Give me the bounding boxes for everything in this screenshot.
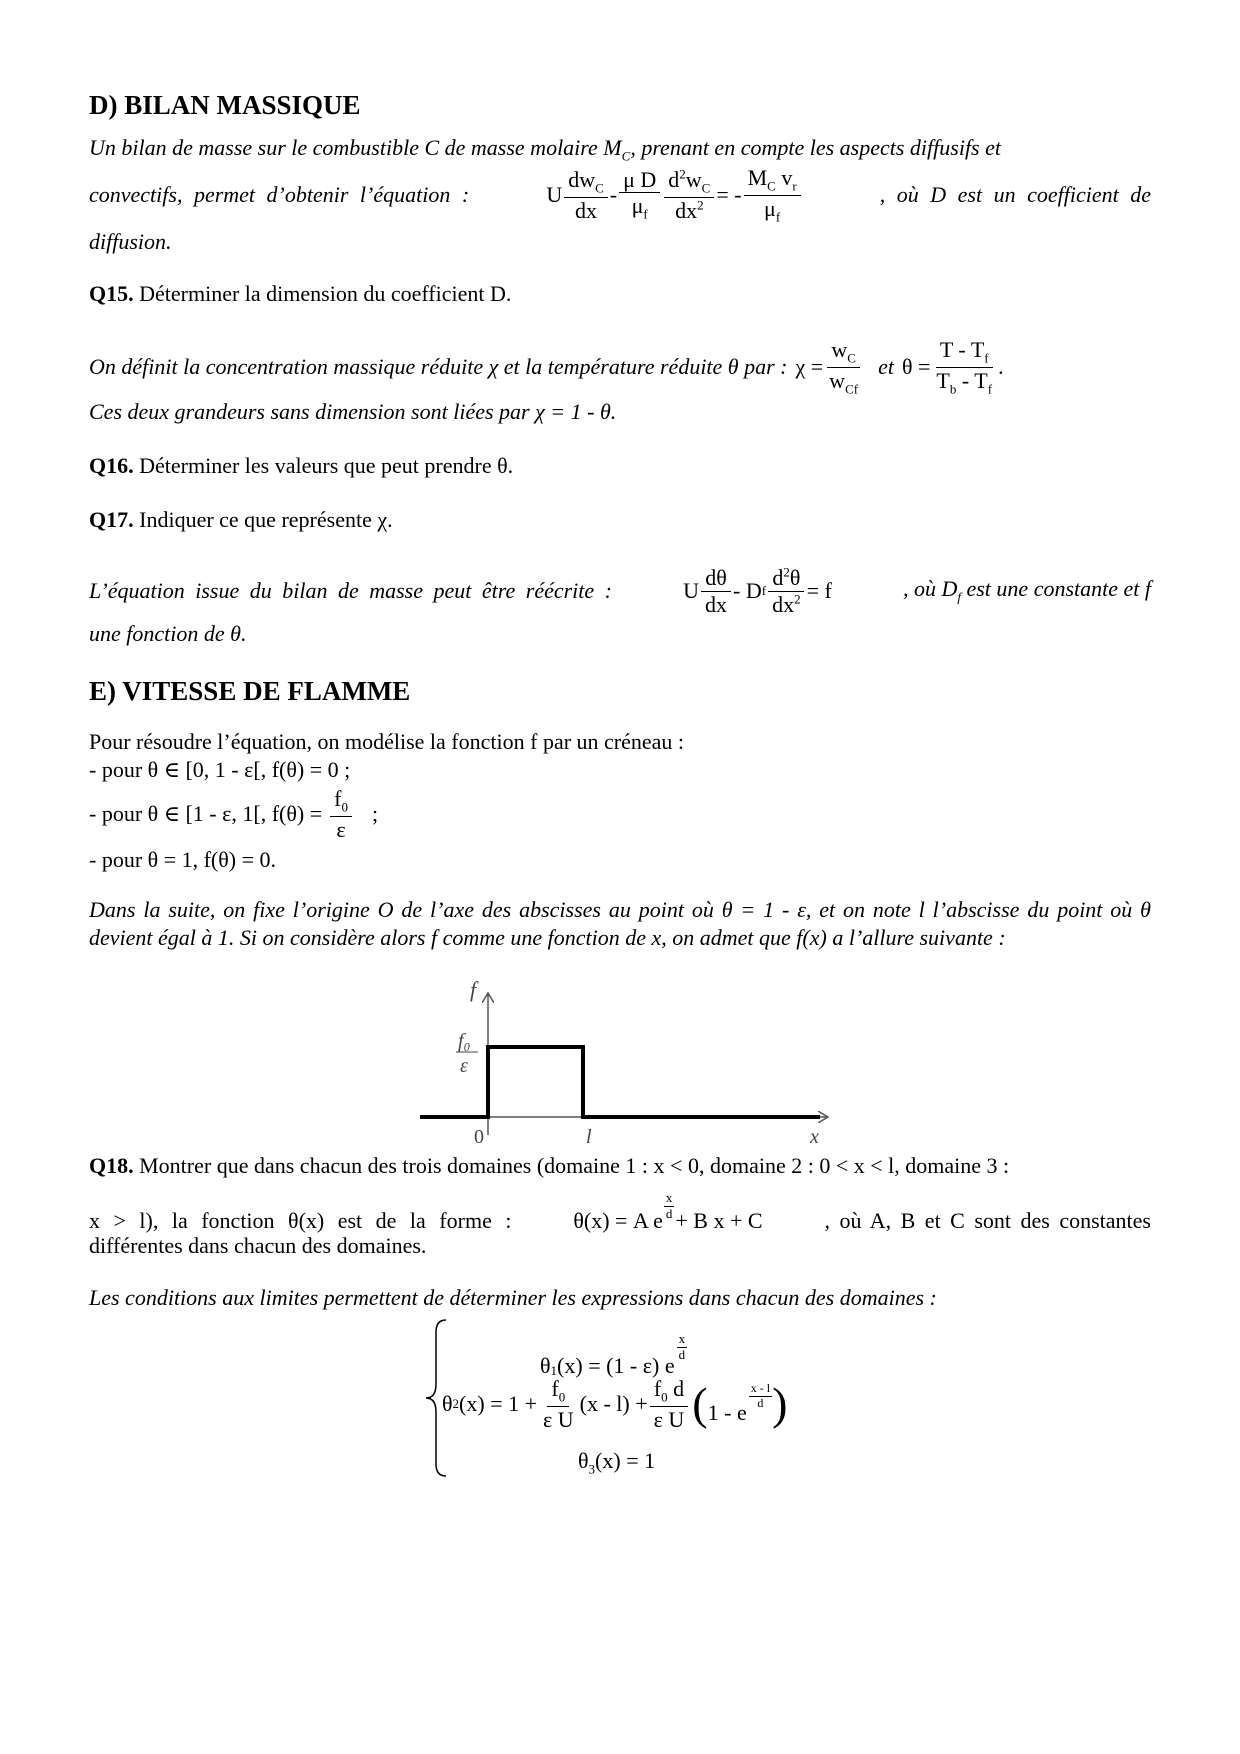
- q16-label: Q16.: [89, 453, 134, 478]
- question-17: [89, 506, 1151, 535]
- rewrite-line: [89, 556, 1151, 626]
- question-15: [89, 280, 1151, 309]
- equation-rewritten: U dθ dx - D f $d^2\theta$ $dx^2$ = f: [683, 564, 832, 617]
- step-curve: [420, 1047, 820, 1117]
- q18-text-3: différentes dans chacun des domaines.: [89, 1233, 427, 1258]
- section-e-title: E) VITESSE DE FLAMME: [89, 676, 411, 706]
- definition-line: [89, 332, 1151, 402]
- definition-text: On définit la concentration massique réduite χ et la température réduite θ par :: [89, 353, 788, 379]
- limits-text: Les conditions aux limites permettent de déterminer les expressions dans chacun des domaines :: [89, 1285, 937, 1310]
- step-function-graph: [400, 975, 860, 1155]
- theta-3-equation: $\theta_3(x) = 1$: [578, 1448, 656, 1477]
- q15-text: Déterminer la dimension du coefficient D.: [133, 281, 512, 306]
- definition-et: et: [878, 353, 894, 379]
- rewrite-text-2: une fonction de θ.: [89, 621, 247, 646]
- origin-text: Dans la suite, on fixe l’origine O de l’axe des abscisses au point où θ = 1 - ε, et on note l l’abscisse du point où θ devient égal à 1. Si on considère alors f comme une fonction de x, on admet que f(x) a l’allure suivante :: [89, 897, 1151, 950]
- theta-1-equation: θ 1 (x) = (1 - ε) e x d: [540, 1331, 686, 1378]
- origin-label: 0: [474, 1126, 484, 1148]
- case-3: - pour θ = 1, f(θ) = 0.: [89, 847, 277, 872]
- q18-text-1: Montrer que dans chacun des trois domaines (domaine 1 : x < 0, domaine 2 : 0 < x < l, domaine 3 :: [133, 1153, 1010, 1178]
- intro-sub-c: C: [621, 148, 631, 164]
- l-label: l: [586, 1126, 592, 1148]
- case-1: - pour θ ∈ [0, 1 - ε[, f(θ) = 0 ;: [89, 757, 351, 782]
- q18-text-2-end: , où A, B et C sont des constantes: [824, 1208, 1151, 1234]
- intro-text-1-end: , prenant en compte les aspects diffusifs et: [630, 135, 1001, 160]
- q18-text-2: x > l), la fonction θ(x) est de la forme :: [89, 1208, 512, 1234]
- intro-line-1: [89, 134, 1151, 165]
- question-18-line-2: [89, 1186, 1151, 1236]
- x-axis-label: x: [810, 1126, 819, 1148]
- definition-relation: Ces deux grandeurs sans dimension sont liées par χ = 1 - θ.: [89, 399, 617, 424]
- rewrite-text-1-end: , où $D_f$ est une constante et f: [902, 576, 1151, 605]
- intro-text-2: convectifs, permet d’obtenir l’équation :: [89, 181, 470, 207]
- y-axis-label: f: [470, 977, 477, 1002]
- q15-label: Q15.: [89, 281, 134, 306]
- rewrite-text-1: L’équation issue du bilan de masse peut être réécrite :: [89, 577, 612, 603]
- intro-text-1: Un bilan de masse sur le combustible C de masse molaire M: [89, 135, 622, 160]
- equation-theta-form: θ(x) = A e x d + B x + C: [573, 1190, 763, 1234]
- case-2: [89, 784, 1151, 844]
- level-label-denominator: ε: [460, 1055, 468, 1077]
- q17-label: Q17.: [89, 507, 134, 532]
- theta-2-equation: θ 2 (x) = 1 + $f_0$ ε U (x - l) + $f_0$ d ε U ( 1 - e x - l d ): [442, 1376, 788, 1432]
- q18-label: Q18.: [89, 1153, 134, 1178]
- equation-chi: χ = $w_C$ $w_{Cf}$: [795, 337, 859, 396]
- equation-mass-balance: U $dw_C$ dx - μ D $\mu_f$ $d^2w_C$ $dx^2$ = - $M_C$ $v_r$ $\mu_f$: [546, 165, 802, 225]
- case-2-fraction: $\frac{f_0}{\varepsilon}$: [330, 786, 352, 842]
- question-18-line-1: [89, 1152, 1151, 1181]
- intro-text-3: diffusion.: [89, 229, 172, 254]
- intro-line-2: [89, 162, 1151, 228]
- intro-text-2-end: , où D est un coefficient de: [879, 181, 1151, 207]
- section-d-title: D) BILAN MASSIQUE: [89, 90, 361, 120]
- case-2-text: - pour θ ∈ [1 - ε, 1[, f(θ) =: [89, 800, 323, 826]
- equation-theta: θ = T - $T_f$ $T_b - T_f$ .: [901, 337, 1004, 396]
- level-label-numerator: f₀: [458, 1030, 471, 1052]
- question-16: [89, 452, 1151, 481]
- q17-text: Indiquer ce que représente χ.: [133, 507, 393, 532]
- case-2-end: ;: [371, 800, 379, 826]
- section-e-intro: Pour résoudre l’équation, on modélise la fonction f par un créneau :: [89, 729, 685, 754]
- q16-text: Déterminer les valeurs que peut prendre θ.: [133, 453, 514, 478]
